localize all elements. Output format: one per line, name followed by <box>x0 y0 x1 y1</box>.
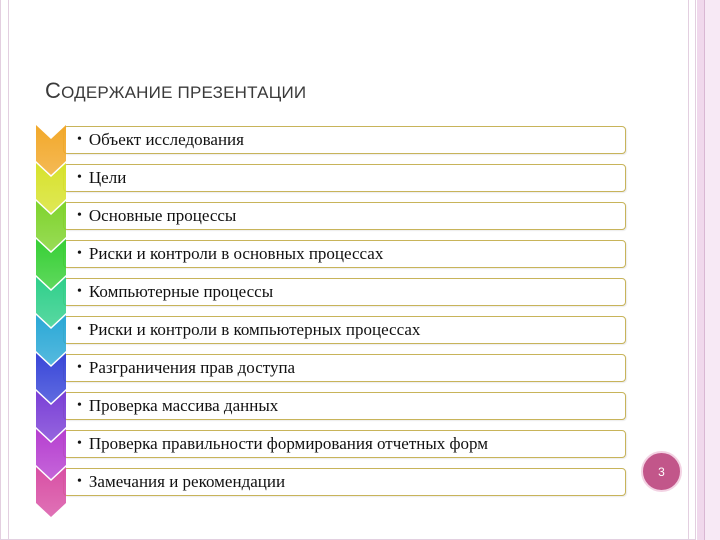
decorative-stripe <box>704 0 720 540</box>
list-item-label: Основные процессы <box>88 206 237 225</box>
bullet-icon: • <box>77 360 82 375</box>
decorative-stripe <box>697 0 704 540</box>
bullet-icon: • <box>77 436 82 451</box>
bullet-icon: • <box>77 208 82 223</box>
list-item-label: Замечания и рекомендации <box>88 472 286 491</box>
list-item <box>36 429 626 465</box>
list-item-label: Компьютерные процессы <box>88 282 274 301</box>
bullet-icon: • <box>77 322 82 337</box>
list-item-box <box>63 430 626 458</box>
page-number: 3 <box>641 451 682 492</box>
page-title: СОДЕРЖАНИЕ ПРЕЗЕНТАЦИИ <box>45 78 307 103</box>
bullet-icon: • <box>77 246 82 261</box>
list-item <box>36 391 626 427</box>
bullet-icon: • <box>77 284 82 299</box>
list-item-box <box>63 126 626 154</box>
list-item <box>36 163 626 199</box>
list-item-box <box>63 354 626 382</box>
bullet-icon: • <box>77 170 82 185</box>
list-item <box>36 467 626 503</box>
list-item-box <box>63 316 626 344</box>
bullet-icon: • <box>77 398 82 413</box>
bullet-icon: • <box>77 132 82 147</box>
list-item <box>36 239 626 275</box>
list-item-label: Объект исследования <box>88 130 244 149</box>
list-item-box <box>63 202 626 230</box>
list-item-box <box>63 392 626 420</box>
list-item-label: Цели <box>88 168 127 187</box>
list-item-box <box>63 164 626 192</box>
list-item <box>36 353 626 389</box>
list-item <box>36 201 626 237</box>
list-item <box>36 125 626 161</box>
list-item-label: Риски и контроли в компьютерных процессах <box>88 320 421 339</box>
list-item-box <box>63 468 626 496</box>
list-item-label: Разграничения прав доступа <box>88 358 296 377</box>
list-item-label: Проверка правильности формирования отчетных форм <box>88 434 489 453</box>
list-item-label: Риски и контроли в основных процессах <box>88 244 384 263</box>
list-item-box <box>63 278 626 306</box>
list-item <box>36 277 626 313</box>
list-item-label: Проверка массива данных <box>88 396 279 415</box>
list-item-box <box>63 240 626 268</box>
list-item <box>36 315 626 351</box>
bullet-icon: • <box>77 474 82 489</box>
